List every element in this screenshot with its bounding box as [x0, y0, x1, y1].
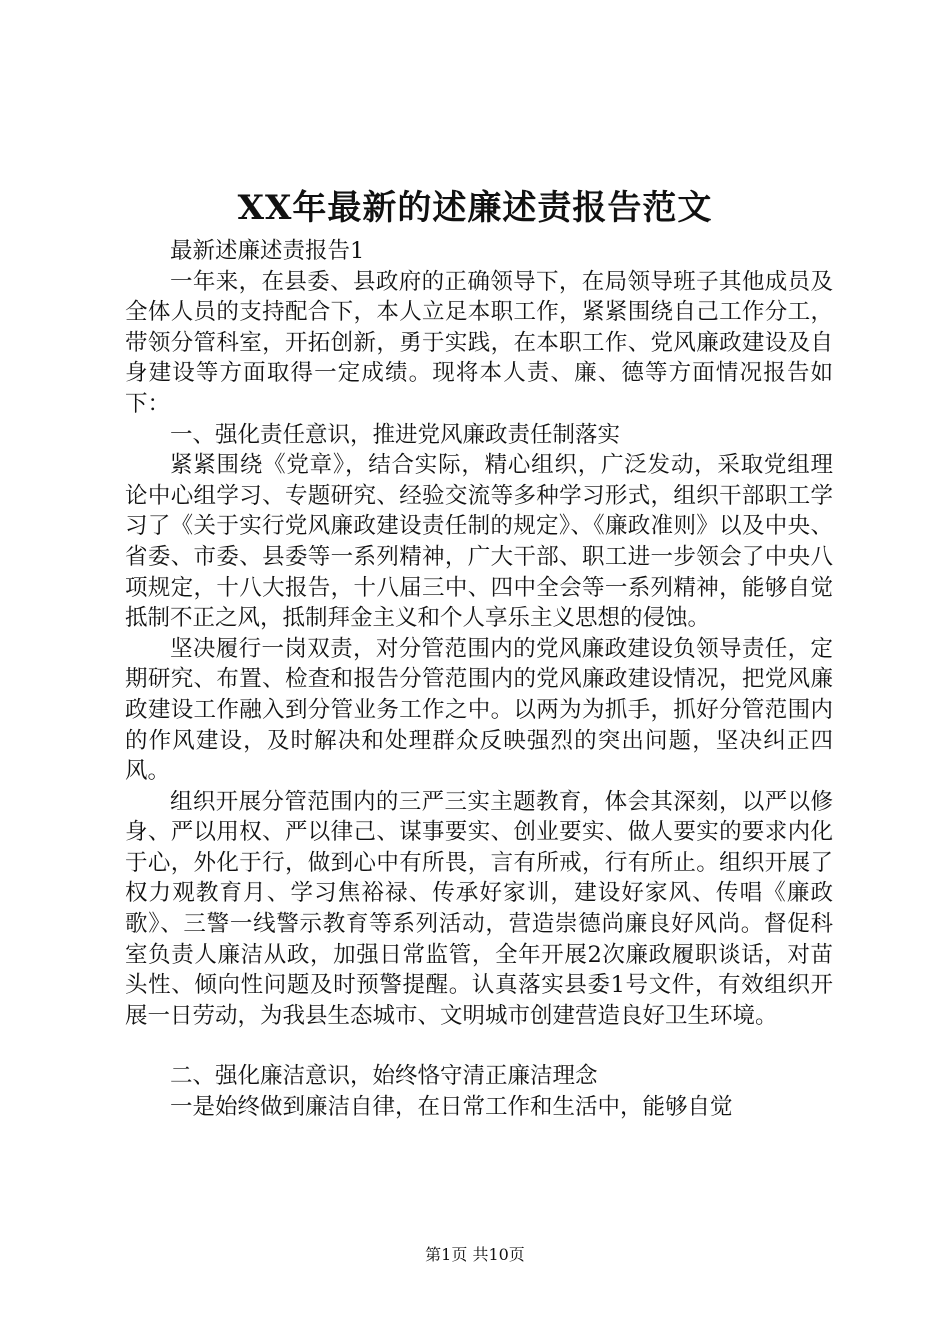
paragraph-self-discipline: 一是始终做到廉洁自律，在日常工作和生活中，能够自觉 [170, 1094, 733, 1121]
document-body [125, 236, 833, 1123]
section-heading-2: 二、强化廉洁意识，始终恪守清正廉洁理念 [170, 1063, 598, 1090]
section-heading-1: 一、强化责任意识，推进党风廉政责任制落实 [170, 421, 621, 448]
page-number: 第1页 共10页 [425, 1245, 525, 1264]
paragraph-education: 组织开展分管范围内的三严三实主题教育，体会其深刻，以严以修身、严以用权、严以律己、谋事要实、创业要实、做人要实的要求内化于心，外化于行，做到心中有所畏，言有所戒，行有所止。组织开展了权力观教育月、学习焦裕禄、传承好家训，建设好家风、传唱《廉政歌》、三警一线警示教育等系列活动，营造崇德尚廉良好风尚。督促科室负责人廉洁从政，加强日常监管，全年开展2次廉政履职谈话，对苗头性、倾向性问题及时预警提醒。认真落实县委1号文件，有效组织开展一日劳动，为我县生态城市、文明城市创建营造良好卫生环境。 [125, 788, 833, 1029]
paragraph-intro: 一年来，在县委、县政府的正确领导下，在局领导班子其他成员及全体人员的支持配合下，本人立足本职工作，紧紧围绕自己工作分工，带领分管科室，开拓创新，勇于实践，在本职工作、党风廉政建设及自身建设等方面取得一定成绩。现将本人责、廉、德等方面情况报告如下： [125, 268, 833, 417]
paragraph-subtitle: 最新述廉述责报告1 [170, 238, 365, 264]
document-title: XX年最新的述廉述责报告范文 [237, 188, 713, 228]
paragraph-responsibility: 坚决履行一岗双责，对分管范围内的党风廉政建设负领导责任，定期研究、布置、检查和报告分管范围内的党风廉政建设情况，把党风廉政建设工作融入到分管业务工作之中。以两为为抓手，抓好分管范围内的作风建设，及时解决和处理群众反映强烈的突出问题，坚决纠正四风。 [125, 635, 833, 785]
paragraph-study: 紧紧围绕《党章》，结合实际，精心组织，广泛发动，采取党组理论中心组学习、专题研究、经验交流等多种学习形式，组织干部职工学习了《关于实行党风廉政建设责任制的规定》、《廉政准则》以及中央、省委、市委、县委等一系列精神，广大干部、职工进一步领会了中央八项规定，十八大报告，十八届三中、四中全会等一系列精神，能够自觉抵制不正之风，抵制拜金主义和个人享乐主义思想的侵蚀。 [125, 452, 833, 632]
